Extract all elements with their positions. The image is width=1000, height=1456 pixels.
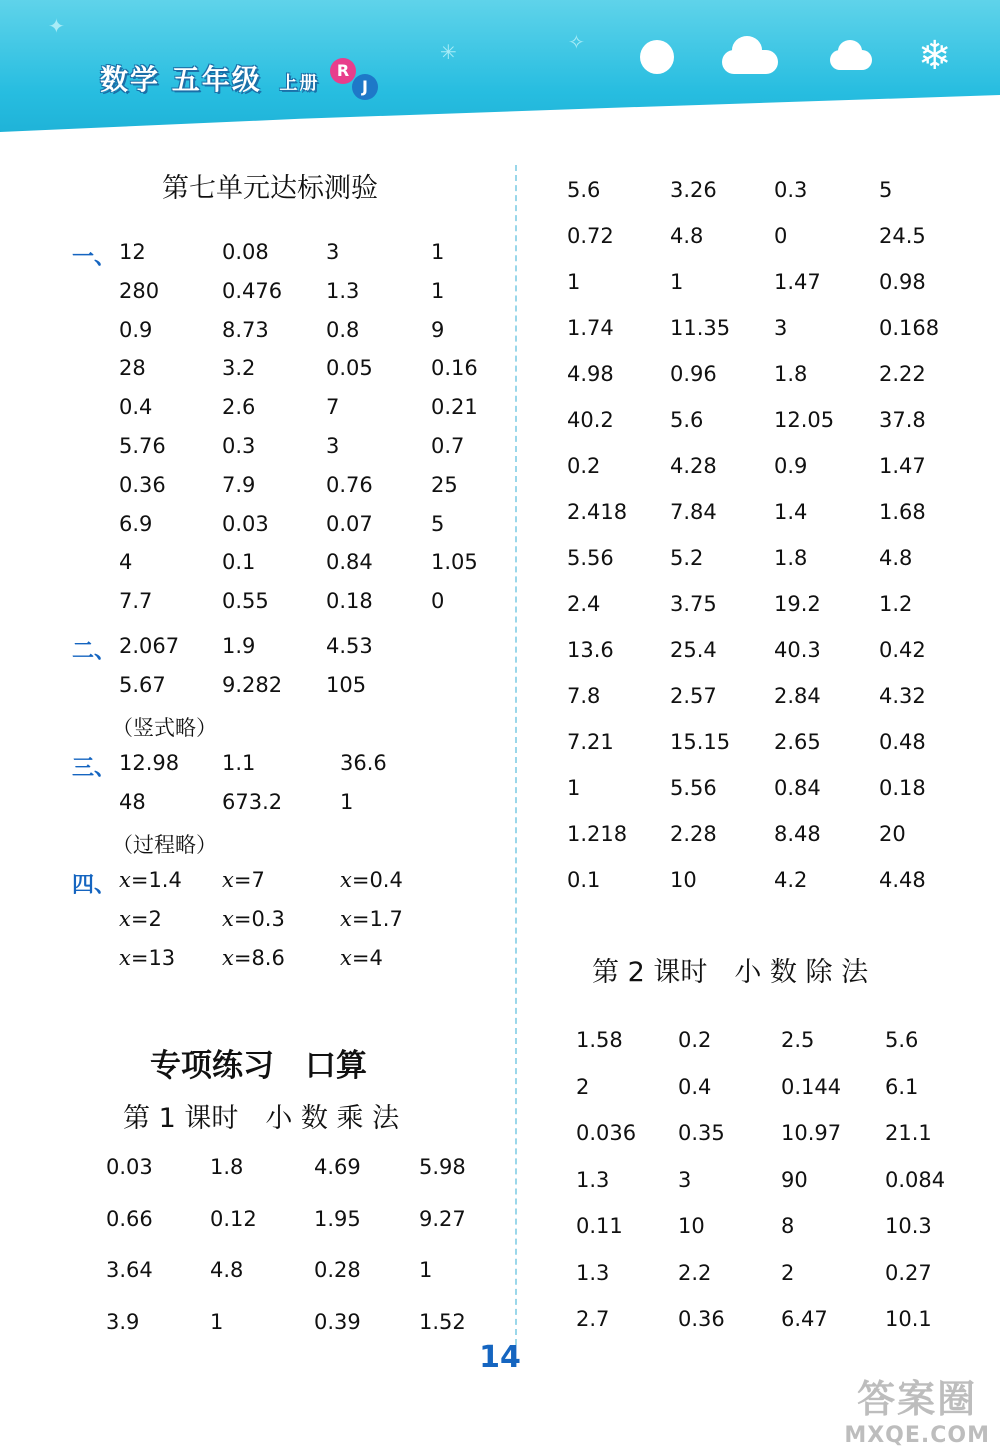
answer-cell: 1.2 (879, 592, 913, 616)
edition-badge-j: J (352, 74, 378, 100)
answer-cell: 0.18 (326, 589, 373, 614)
answer-cell: 10.97 (781, 1121, 842, 1145)
answer-cell: 2.067 (119, 634, 180, 658)
answer-cell: 0.1 (567, 868, 601, 892)
equation-answer (119, 868, 182, 892)
answer-cell: 12.98 (119, 751, 180, 775)
variable-x: x (119, 868, 131, 892)
answer-cell: 4.8 (670, 224, 704, 248)
answer-cell: 4.2 (774, 868, 808, 892)
answer-cell: 0.9 (119, 317, 153, 342)
answer-cell: 1.47 (879, 454, 926, 478)
answer-cell: 2.28 (670, 822, 717, 846)
answer-cell: 2.418 (567, 500, 628, 524)
answer-cell: 7.8 (567, 684, 601, 708)
answer-cell: 12.05 (774, 408, 835, 432)
equation-answer (340, 907, 403, 931)
answer-cell: 0.98 (879, 270, 926, 294)
answer-cell: 7.7 (119, 589, 153, 614)
answer-cell: 1.58 (576, 1028, 623, 1052)
answer-cell: 0.42 (879, 638, 926, 662)
sun-icon (640, 40, 674, 74)
lesson-1-title: 第 1 课时 小 数 乘 法 (123, 1103, 400, 1134)
answer-cell: 3 (326, 434, 340, 458)
answer-cell: 1.3 (576, 1167, 610, 1192)
answer-cell: 1.68 (879, 500, 926, 524)
answer-cell: 7.9 (222, 472, 256, 497)
equation-value: =1.4 (130, 868, 182, 892)
variable-x: x (222, 946, 234, 970)
answer-cell: 6.47 (781, 1307, 828, 1331)
answer-cell: 4.28 (670, 454, 717, 478)
answer-cell: 48 (119, 790, 146, 814)
answer-cell: 13.6 (567, 638, 614, 662)
answer-cell: 4.8 (879, 546, 913, 570)
answer-cell: 0.1 (222, 550, 256, 575)
answer-cell: 673.2 (222, 790, 283, 814)
equation-answer (340, 868, 403, 892)
answer-cell: 0.11 (576, 1214, 623, 1238)
answer-cell: 2 (576, 1074, 590, 1099)
subject: 数学 (100, 63, 161, 96)
answer-cell: 9.282 (222, 673, 283, 697)
question-label: 三、 (72, 756, 117, 781)
answer-cell: 28 (119, 356, 146, 381)
answer-cell: 0.76 (326, 472, 373, 497)
answer-cell: 0.2 (567, 454, 601, 478)
answer-cell: 1 (419, 1258, 433, 1282)
answer-cell: 2.22 (879, 362, 926, 386)
question-label: 一、 (72, 245, 117, 270)
answer-cell: 3 (678, 1167, 692, 1192)
answer-cell: 0.07 (326, 511, 373, 536)
answer-cell: 10.3 (885, 1214, 932, 1238)
grade: 五年级 (171, 63, 262, 96)
answer-cell: 0.36 (678, 1307, 725, 1331)
answer-cell: 0.39 (314, 1309, 361, 1334)
equation-value: =2 (130, 907, 162, 931)
answer-cell: 7.84 (670, 500, 717, 524)
answer-cell: 0.48 (879, 730, 926, 754)
answer-cell: 20 (879, 822, 906, 846)
answer-cell: 0.16 (431, 356, 478, 381)
answer-cell: 2 (781, 1260, 795, 1285)
answer-cell: 1.218 (567, 822, 628, 846)
answer-cell: 0.08 (222, 240, 269, 264)
answer-cell: 1 (340, 790, 354, 814)
answer-cell: 10 (670, 868, 697, 892)
answer-cell: 1.52 (419, 1309, 466, 1334)
variable-x: x (222, 907, 234, 931)
answer-cell: 0.476 (222, 278, 283, 303)
answer-cell: 3.2 (222, 356, 256, 381)
answer-cell: 5.98 (419, 1155, 466, 1179)
answer-cell: 10 (678, 1214, 705, 1238)
snowflake-icon: ❄ (918, 33, 952, 79)
answer-cell: 0 (431, 589, 445, 614)
answer-cell: 0.84 (326, 550, 373, 575)
sparkle-icon: ✧ (568, 30, 585, 54)
answer-cell: 2.2 (678, 1260, 712, 1285)
answer-cell: 0.28 (314, 1258, 361, 1282)
answer-cell: 4.98 (567, 362, 614, 386)
variable-x: x (222, 868, 234, 892)
answer-cell: 0.4 (119, 395, 153, 420)
equation-answer (222, 946, 285, 970)
sparkle-icon: ✳ (440, 40, 457, 64)
answer-cell: 0.2 (678, 1028, 712, 1052)
answer-cell: 1.05 (431, 550, 478, 575)
variable-x: x (119, 907, 131, 931)
answer-cell: 5.56 (670, 776, 717, 800)
watermark (844, 1368, 990, 1448)
answer-cell: 8 (781, 1214, 795, 1238)
answer-cell: 1.3 (326, 278, 360, 303)
variable-x: x (119, 946, 131, 970)
answer-cell: 1 (431, 278, 445, 303)
answer-cell: 4.69 (314, 1155, 361, 1179)
answer-cell: 1.3 (576, 1260, 610, 1285)
answer-cell: 2.4 (567, 592, 601, 616)
volume: 上册 (279, 73, 320, 94)
answer-cell: 10.1 (885, 1307, 932, 1331)
answer-cell: 12 (119, 240, 146, 264)
equation-answer (340, 946, 383, 970)
answer-cell: 2.57 (670, 684, 717, 708)
equation-answer (222, 907, 285, 931)
answer-cell: 5 (431, 511, 445, 536)
answer-cell: 7.21 (567, 730, 614, 754)
answer-cell: 3.64 (106, 1258, 153, 1282)
answer-cell: 2.6 (222, 395, 256, 420)
answer-cell: 5.67 (119, 673, 166, 697)
answer-cell: 3.9 (106, 1309, 140, 1334)
answer-cell: 2.5 (781, 1028, 815, 1052)
answer-cell: 2.65 (774, 730, 821, 754)
answer-cell: 25 (431, 472, 458, 497)
edition-badge-r: R (330, 58, 356, 84)
unit-title: 第七单元达标测验 (162, 173, 378, 204)
answer-cell: 0.036 (576, 1121, 637, 1145)
answer-cell: 7 (326, 395, 340, 420)
question-label: 二、 (72, 639, 117, 664)
answer-cell: 8.73 (222, 317, 269, 342)
book-title (100, 58, 320, 98)
answer-cell: 1.47 (774, 270, 821, 294)
answer-cell: 4 (119, 550, 133, 575)
answer-cell: 0.168 (879, 316, 940, 340)
answer-cell: 5.6 (567, 178, 601, 202)
answer-cell: 5.2 (670, 546, 704, 570)
answer-cell: 1.95 (314, 1206, 361, 1231)
answer-cell: 6.9 (119, 511, 153, 536)
answer-cell: 90 (781, 1167, 808, 1192)
answer-cell: 15.15 (670, 730, 731, 754)
section-title: 专项练习 口算 (150, 1048, 367, 1084)
answer-cell: 25.4 (670, 638, 717, 662)
answer-cell: 5.6 (885, 1028, 919, 1052)
answer-cell: 40.3 (774, 638, 821, 662)
answer-cell: 1.4 (774, 500, 808, 524)
answer-cell: 0.05 (326, 356, 373, 381)
answer-cell: 37.8 (879, 408, 926, 432)
answer-note: （过程略） (112, 833, 217, 857)
equation-answer (119, 946, 175, 970)
answer-cell: 4.53 (326, 634, 373, 658)
answer-cell: 105 (326, 673, 367, 697)
answer-cell: 3.75 (670, 592, 717, 616)
answer-cell: 1 (670, 270, 684, 294)
answer-cell: 19.2 (774, 592, 821, 616)
answer-cell: 0.3 (222, 434, 256, 458)
variable-x: x (340, 907, 352, 931)
answer-cell: 280 (119, 278, 160, 303)
answer-cell: 0.27 (885, 1260, 932, 1285)
answer-cell: 1 (567, 270, 581, 294)
page-number: 14 (479, 1340, 521, 1375)
answer-cell: 0.4 (678, 1074, 712, 1099)
column-divider (515, 165, 517, 1345)
answer-cell: 0.3 (774, 178, 808, 202)
answer-cell: 0.084 (885, 1167, 946, 1192)
watermark-url: MXQE.COM (844, 1423, 990, 1448)
answer-cell: 0.35 (678, 1121, 725, 1145)
equation-value: =13 (130, 946, 176, 970)
question-label: 四、 (72, 873, 117, 898)
answer-cell: 0 (774, 224, 788, 248)
lesson-2-title: 第 2 课时 小 数 除 法 (592, 957, 869, 988)
equation-value: =0.4 (351, 868, 403, 892)
answer-cell: 0.7 (431, 434, 465, 458)
sparkle-icon: ✦ (48, 14, 65, 38)
answer-cell: 6.1 (885, 1074, 919, 1099)
answer-cell: 2.84 (774, 684, 821, 708)
answer-cell: 4.8 (210, 1258, 244, 1282)
watermark-logo: 答案圈 (857, 1377, 978, 1421)
rain-cloud-icon-top (838, 40, 862, 62)
variable-x: x (340, 946, 352, 970)
answer-cell: 5.6 (670, 408, 704, 432)
answer-cell: 0.144 (781, 1074, 842, 1099)
cloud-icon-top (732, 36, 762, 64)
answer-cell: 1.9 (222, 634, 256, 658)
answer-note: （竖式略） (112, 716, 217, 740)
answer-cell: 1.8 (210, 1155, 244, 1179)
answer-cell: 1.1 (222, 751, 256, 775)
answer-cell: 36.6 (340, 751, 387, 775)
answer-cell: 3 (326, 240, 340, 264)
answer-cell: 1 (431, 240, 445, 264)
answer-cell: 0.96 (670, 362, 717, 386)
answer-cell: 4.48 (879, 868, 926, 892)
answer-cell: 21.1 (885, 1121, 932, 1145)
answer-cell: 9 (431, 317, 445, 342)
equation-value: =4 (351, 946, 383, 970)
equation-value: =0.3 (233, 907, 285, 931)
answer-cell: 1.8 (774, 546, 808, 570)
answer-cell: 1 (210, 1309, 224, 1334)
answer-cell: 24.5 (879, 224, 926, 248)
answer-cell: 0.9 (774, 454, 808, 478)
answer-cell: 0.66 (106, 1206, 153, 1231)
answer-cell: 0.55 (222, 589, 269, 614)
answer-cell: 0.18 (879, 776, 926, 800)
answer-cell: 5.56 (567, 546, 614, 570)
answer-cell: 1.74 (567, 316, 614, 340)
equation-answer (222, 868, 265, 892)
answer-cell: 4.32 (879, 684, 926, 708)
answer-cell: 8.48 (774, 822, 821, 846)
answer-cell: 5 (879, 178, 893, 202)
answer-cell: 0.21 (431, 395, 478, 420)
answer-cell: 1.8 (774, 362, 808, 386)
answer-cell: 11.35 (670, 316, 731, 340)
answer-cell: 0.12 (210, 1206, 257, 1231)
answer-cell: 1 (567, 776, 581, 800)
answer-cell: 0.84 (774, 776, 821, 800)
answer-cell: 0.36 (119, 472, 166, 497)
answer-cell: 2.7 (576, 1307, 610, 1331)
answer-cell: 3 (774, 316, 788, 340)
answer-cell: 0.03 (222, 511, 269, 536)
equation-value: =1.7 (351, 907, 403, 931)
answer-cell: 9.27 (419, 1206, 466, 1231)
answer-cell: 0.72 (567, 224, 614, 248)
equation-value: =8.6 (233, 946, 285, 970)
equation-answer (119, 907, 162, 931)
answer-cell: 5.76 (119, 434, 166, 458)
equation-value: =7 (233, 868, 265, 892)
answer-cell: 3.26 (670, 178, 717, 202)
answer-cell: 0.03 (106, 1155, 153, 1179)
answer-cell: 40.2 (567, 408, 614, 432)
variable-x: x (340, 868, 352, 892)
answer-cell: 0.8 (326, 317, 360, 342)
